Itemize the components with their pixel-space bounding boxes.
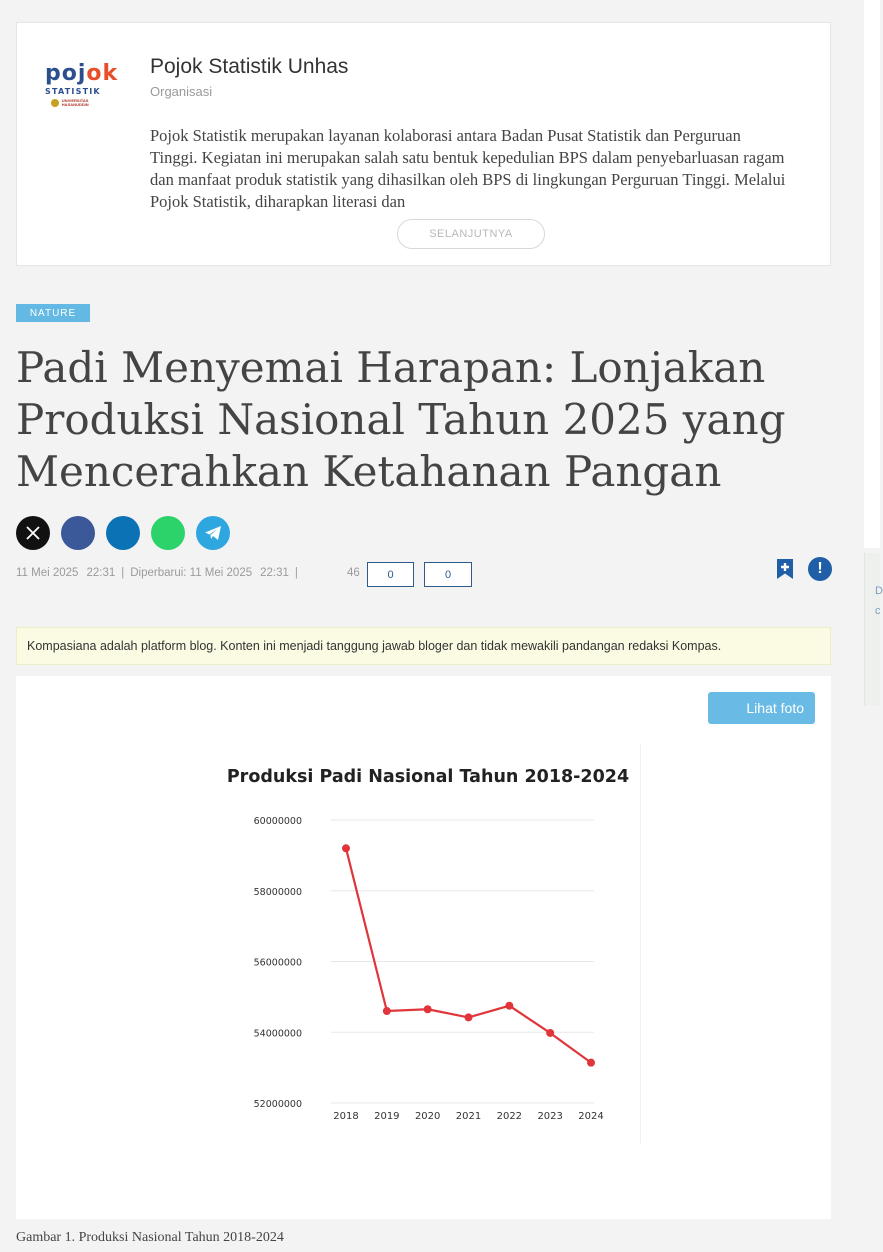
disclaimer-box: Kompasiana adalah platform blog. Konten ini menjadi tanggung jawab bloger dan tidak mewakili pandangan redaksi Kompas. [16,627,831,665]
x-tick-label: 2021 [455,1111,482,1122]
figure-caption: Gambar 1. Produksi Nasional Tahun 2018-2024 [16,1230,284,1245]
telegram-icon [204,525,222,541]
data-point [383,1007,391,1015]
published-date: 11 Mei 2025 [16,567,79,579]
logo-subtitle: STATISTIK [45,87,101,96]
share-x-button[interactable] [16,516,50,550]
data-line [346,848,591,1062]
sidebar-widget[interactable] [864,553,883,706]
sidebar-partial-text-2: c [875,605,881,617]
x-tick-label: 2023 [537,1111,563,1122]
article-title: Padi Menyemai Harapan: Lonjakan Produksi Nasional Tahun 2025 yang Mencerahkan Ketahanan Pangan [16,343,786,496]
organization-card [16,22,831,266]
pojok-statistik-logo[interactable] [45,61,119,115]
read-more-button[interactable]: SELANJUTNYA [397,219,545,249]
updated-date: Diperbarui: 11 Mei 2025 [130,567,253,579]
bookmark-add-icon[interactable] [776,558,794,580]
x-tick-label: 2022 [496,1111,523,1122]
y-tick-label: 56000000 [253,957,302,969]
share-linkedin-button[interactable] [106,516,140,550]
article-meta [16,567,298,579]
x-tick-label: 2024 [578,1111,604,1122]
production-chart[interactable] [216,744,640,1144]
data-point [505,1002,513,1010]
comment-counter[interactable]: 0 [424,562,472,587]
x-tick-label: 2018 [333,1111,359,1122]
exclamation-icon: ! [817,560,823,577]
rating-counter[interactable]: 0 [367,562,414,587]
logo-university: UNIVERSITAS HASANUDDIN [51,99,115,107]
logo-word: pojok [45,61,119,86]
report-button[interactable] [808,557,832,581]
organization-type: Organisasi [150,84,213,99]
data-point [587,1059,595,1067]
y-tick-label: 52000000 [253,1099,302,1110]
sidebar-top-panel [864,0,880,548]
data-point [546,1029,554,1037]
data-point [424,1005,432,1013]
article-figure [16,676,831,1219]
x-tick-label: 2019 [374,1111,400,1122]
share-facebook-button[interactable] [61,516,95,550]
chart-svg [216,744,640,1144]
y-tick-label: 60000000 [253,816,302,827]
organization-name[interactable]: Pojok Statistik Unhas [150,55,349,78]
category-badge[interactable]: NATURE [16,304,90,322]
view-photo-button[interactable]: Lihat foto [708,692,815,724]
x-icon [26,526,40,540]
organization-description: Pojok Statistik merupakan layanan kolaborasi antara Badan Pusat Statistik dan Perguruan Tinggi. Kegiatan ini merupakan salah satu bentuk kepedulian BPS dalam penyebarluasan ragam dan manfaat produk statistik yang dihasilkan oleh BPS di lingkungan Perguruan Tinggi. Melalui Pojok Statistik, diharapkan literasi dan [150,126,786,211]
share-whatsapp-button[interactable] [151,516,185,550]
published-time: 22:31 [86,567,116,579]
chart-image-edge [640,744,641,1144]
x-tick-label: 2020 [414,1111,441,1122]
y-tick-label: 58000000 [253,886,302,898]
university-seal-icon [51,99,59,107]
meta-separator: | [121,567,125,579]
chart-title: Produksi Padi Nasional Tahun 2018-2024 [226,767,630,787]
meta-separator: | [294,567,298,579]
data-point [342,844,350,852]
view-count: 46 [347,567,360,579]
updated-time: 22:31 [260,567,289,579]
data-point [465,1013,473,1021]
share-telegram-button[interactable] [196,516,230,550]
sidebar-partial-text-1: D [875,585,883,597]
y-tick-label: 54000000 [253,1028,302,1040]
